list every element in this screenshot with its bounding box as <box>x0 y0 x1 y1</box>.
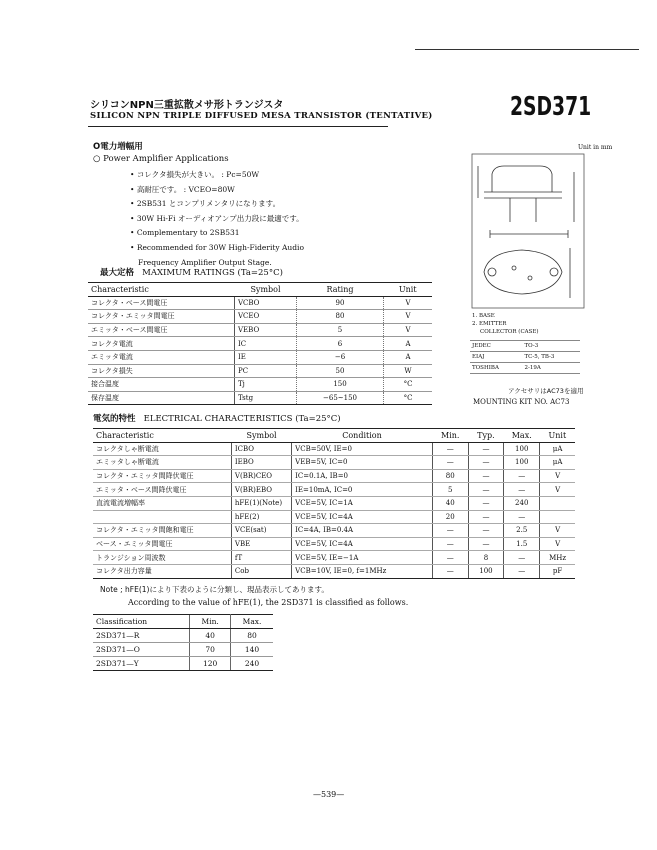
table-cell: VCE=5V, IE=−1A <box>292 551 433 565</box>
table-cell: A <box>384 337 433 351</box>
table-cell: TO-3 <box>522 341 580 352</box>
table-cell: IEBO <box>231 456 291 470</box>
table-cell: 150 <box>297 378 384 392</box>
table-cell: — <box>432 551 468 565</box>
characteristic-row <box>93 537 575 551</box>
elec-char-title-jp: 電気的特性 <box>93 414 136 424</box>
feature-item: • Complementary to 2SB531 <box>130 226 304 241</box>
table-cell: −6 <box>297 350 384 364</box>
table-cell: 80 <box>432 469 468 483</box>
table-cell: 40 <box>190 629 231 643</box>
table-cell: MHz <box>540 551 575 565</box>
top-rule <box>415 49 639 50</box>
col-header: Max. <box>231 615 273 629</box>
table-cell: VCE=5V, IC=1A <box>292 496 433 510</box>
title-japanese: シリコンNPN三重拡散メサ形トランジスタ <box>90 100 284 111</box>
title-english: SILICON NPN TRIPLE DIFFUSED MESA TRANSISTOR (TENTATIVE) <box>90 111 433 121</box>
table-cell: — <box>432 456 468 470</box>
rating-row <box>88 337 432 351</box>
table-cell: 2SD371—Y <box>93 657 190 671</box>
feature-item: Frequency Amplifier Output Stage. <box>138 257 272 267</box>
mounting-kit-en: MOUNTING KIT NO. AC73 <box>473 398 570 406</box>
table-cell: — <box>504 483 540 497</box>
table-cell: μA <box>540 456 575 470</box>
col-header: Min. <box>190 615 231 629</box>
table-cell: コレクタ電流 <box>88 337 235 351</box>
elec-char-title-en: ELECTRICAL CHARACTERISTICS (Ta=25°C) <box>143 414 341 424</box>
table-cell: W <box>384 364 433 378</box>
col-header: Rating <box>297 283 384 297</box>
col-header: Min. <box>432 429 468 443</box>
table-cell <box>540 496 575 510</box>
characteristic-row <box>93 524 575 538</box>
table-cell: IE <box>235 350 297 364</box>
table-cell: IC=0.1A, IB=0 <box>292 469 433 483</box>
table-cell: コレクタ・エミッタ間降伏電圧 <box>93 469 231 483</box>
table-cell: fT <box>231 551 291 565</box>
legend-item: 2. EMITTER <box>472 321 507 327</box>
feature-list <box>130 168 304 270</box>
table-cell: エミッタ・ベース間電圧 <box>88 323 235 337</box>
unit-label: Unit in mm <box>578 144 613 151</box>
table-cell: hFE(2) <box>231 510 291 524</box>
table-cell: コレクタ損失 <box>88 364 235 378</box>
table-cell: 90 <box>297 296 384 310</box>
table-cell: A <box>384 350 433 364</box>
classification-row <box>93 643 273 657</box>
part-number: 2SD371 <box>510 92 592 122</box>
col-header: Unit <box>384 283 433 297</box>
characteristic-row <box>93 483 575 497</box>
package-outline-drawing <box>470 152 588 310</box>
table-cell: 2SD371—O <box>93 643 190 657</box>
table-cell: VCB=50V, IE=0 <box>292 442 433 456</box>
table-cell: 140 <box>231 643 273 657</box>
rating-row <box>88 296 432 310</box>
applications-title-en: ○ Power Amplifier Applications <box>93 154 229 164</box>
table-cell: VCB=10V, IE=0, f=1MHz <box>292 564 433 578</box>
col-header: Typ. <box>468 429 504 443</box>
col-header: Classification <box>93 615 190 629</box>
package-row <box>470 352 580 363</box>
elec-char-heading <box>93 412 341 424</box>
table-cell: V(BR)EBO <box>231 483 291 497</box>
table-cell: 接合温度 <box>88 378 235 392</box>
table-cell: V <box>384 310 433 324</box>
table-cell: — <box>468 469 504 483</box>
col-header: Max. <box>504 429 540 443</box>
classification-row <box>93 657 273 671</box>
table-cell: 40 <box>432 496 468 510</box>
table-cell: — <box>504 469 540 483</box>
table-cell: 240 <box>231 657 273 671</box>
col-header: Unit <box>540 429 575 443</box>
table-cell: エミッタ・ベース間降伏電圧 <box>93 483 231 497</box>
table-cell: トランジション周波数 <box>93 551 231 565</box>
feature-item: • 30W Hi-Fi オーディオアンプ出力段に最適です。 <box>130 212 304 227</box>
table-cell: 8 <box>468 551 504 565</box>
applications-title-jp: O電力増幅用 <box>93 142 143 152</box>
table-cell: VBE <box>231 537 291 551</box>
table-cell: 100 <box>504 456 540 470</box>
table-cell: エミッタしゃ断電流 <box>93 456 231 470</box>
table-cell <box>540 510 575 524</box>
table-cell: V(BR)CEO <box>231 469 291 483</box>
table-cell: 2.5 <box>504 524 540 538</box>
table-cell: V <box>384 296 433 310</box>
characteristic-row <box>93 510 575 524</box>
feature-item: • 2SB531 とコンプリメンタリになります。 <box>130 197 304 212</box>
table-cell: — <box>468 483 504 497</box>
table-cell: VCE(sat) <box>231 524 291 538</box>
mounting-kit-jp: アクセサリはAC73を適用 <box>508 387 584 395</box>
rating-row <box>88 350 432 364</box>
characteristic-row <box>93 442 575 456</box>
table-cell: 20 <box>432 510 468 524</box>
table-cell <box>93 510 231 524</box>
max-ratings-title-en: MAXIMUM RATINGS (Ta=25°C) <box>142 268 283 278</box>
table-cell: °C <box>384 378 433 392</box>
table-cell: 240 <box>504 496 540 510</box>
max-ratings-table <box>88 282 432 405</box>
table-cell: ベース・エミッタ間電圧 <box>93 537 231 551</box>
table-cell: EIAJ <box>470 352 522 363</box>
feature-item: • Recommended for 30W High-Fiderity Audio <box>130 241 304 256</box>
table-cell: — <box>468 510 504 524</box>
package-standards-table <box>470 340 580 374</box>
table-cell: 80 <box>297 310 384 324</box>
legend-item: 1. BASE <box>472 313 495 319</box>
pin-legend <box>472 312 539 336</box>
table-cell: — <box>432 537 468 551</box>
characteristic-row <box>93 564 575 578</box>
table-cell: Cob <box>231 564 291 578</box>
table-cell: PC <box>235 364 297 378</box>
table-cell: — <box>504 510 540 524</box>
table-cell: 1.5 <box>504 537 540 551</box>
table-cell: — <box>504 564 540 578</box>
table-cell: — <box>432 564 468 578</box>
table-cell: μA <box>540 442 575 456</box>
table-cell: IC=4A, IB=0.4A <box>292 524 433 538</box>
table-cell: 70 <box>190 643 231 657</box>
table-cell: — <box>468 537 504 551</box>
col-header: Symbol <box>231 429 291 443</box>
title-underline <box>88 126 388 127</box>
note-japanese: Note ; hFE(1)により下表のように分類し、現品表示してあります。 <box>100 585 329 594</box>
legend-item: COLLECTOR (CASE) <box>480 329 539 335</box>
table-cell: 50 <box>297 364 384 378</box>
table-cell: 100 <box>468 564 504 578</box>
table-cell: VCE=5V, IC=4A <box>292 510 433 524</box>
table-cell: IC <box>235 337 297 351</box>
table-cell: 2-19A <box>522 363 580 374</box>
table-cell: 5 <box>432 483 468 497</box>
col-header: Characteristic <box>88 283 235 297</box>
table-cell: 80 <box>231 629 273 643</box>
table-cell: JEDEC <box>470 341 522 352</box>
table-cell: — <box>468 456 504 470</box>
characteristic-row <box>93 456 575 470</box>
table-cell: V <box>540 469 575 483</box>
table-cell: — <box>468 442 504 456</box>
table-cell: 2SD371—R <box>93 629 190 643</box>
table-cell: VEBO <box>235 323 297 337</box>
table-cell: コレクタ・エミッタ間飽和電圧 <box>93 524 231 538</box>
table-cell: 6 <box>297 337 384 351</box>
table-cell: コレクタ出力容量 <box>93 564 231 578</box>
table-cell: TOSHIBA <box>470 363 522 374</box>
table-cell: コレクタ・ベース間電圧 <box>88 296 235 310</box>
table-cell: — <box>504 551 540 565</box>
rating-row <box>88 391 432 405</box>
table-cell: コレクタ・エミッタ間電圧 <box>88 310 235 324</box>
characteristic-row <box>93 551 575 565</box>
classification-table <box>93 614 273 671</box>
table-cell: 保存温度 <box>88 391 235 405</box>
table-cell: — <box>468 524 504 538</box>
rating-row <box>88 378 432 392</box>
table-cell: 100 <box>504 442 540 456</box>
rating-row <box>88 364 432 378</box>
table-cell: 120 <box>190 657 231 671</box>
table-cell: −65~150 <box>297 391 384 405</box>
table-cell: Tj <box>235 378 297 392</box>
page-number: —539— <box>313 790 345 799</box>
table-cell: — <box>432 524 468 538</box>
table-cell: TC-5, TB-3 <box>522 352 580 363</box>
rating-row <box>88 323 432 337</box>
table-cell: Tstg <box>235 391 297 405</box>
electrical-characteristics-table <box>93 428 575 579</box>
table-cell: — <box>432 442 468 456</box>
col-header: Symbol <box>235 283 297 297</box>
table-cell: VCEO <box>235 310 297 324</box>
table-cell: エミッタ電流 <box>88 350 235 364</box>
table-cell: IE=10mA, IC=0 <box>292 483 433 497</box>
table-cell: hFE(1)(Note) <box>231 496 291 510</box>
col-header: Condition <box>292 429 433 443</box>
max-ratings-title-jp: 最大定格 <box>100 268 135 278</box>
table-cell: VCBO <box>235 296 297 310</box>
table-cell: °C <box>384 391 433 405</box>
rating-row <box>88 310 432 324</box>
table-cell: pF <box>540 564 575 578</box>
table-cell: 5 <box>297 323 384 337</box>
table-cell: — <box>468 496 504 510</box>
table-cell: VCE=5V, IC=4A <box>292 537 433 551</box>
feature-item: • コレクタ損失が大きい。 : Pc=50W <box>130 168 304 183</box>
table-cell: V <box>540 524 575 538</box>
note-english: According to the value of hFE(1), the 2SD371 is classified as follows. <box>128 598 409 607</box>
table-cell: ICBO <box>231 442 291 456</box>
feature-item: • 高耐圧です。 : VCEO=80W <box>130 183 304 198</box>
classification-row <box>93 629 273 643</box>
characteristic-row <box>93 496 575 510</box>
table-cell: VEB=5V, IC=0 <box>292 456 433 470</box>
table-cell: V <box>540 483 575 497</box>
table-cell: V <box>384 323 433 337</box>
package-row <box>470 363 580 374</box>
characteristic-row <box>93 469 575 483</box>
table-cell: 直流電流増幅率 <box>93 496 231 510</box>
max-ratings-heading <box>100 266 283 278</box>
table-cell: V <box>540 537 575 551</box>
table-cell: コレクタしゃ断電流 <box>93 442 231 456</box>
package-row <box>470 341 580 352</box>
col-header: Characteristic <box>93 429 231 443</box>
